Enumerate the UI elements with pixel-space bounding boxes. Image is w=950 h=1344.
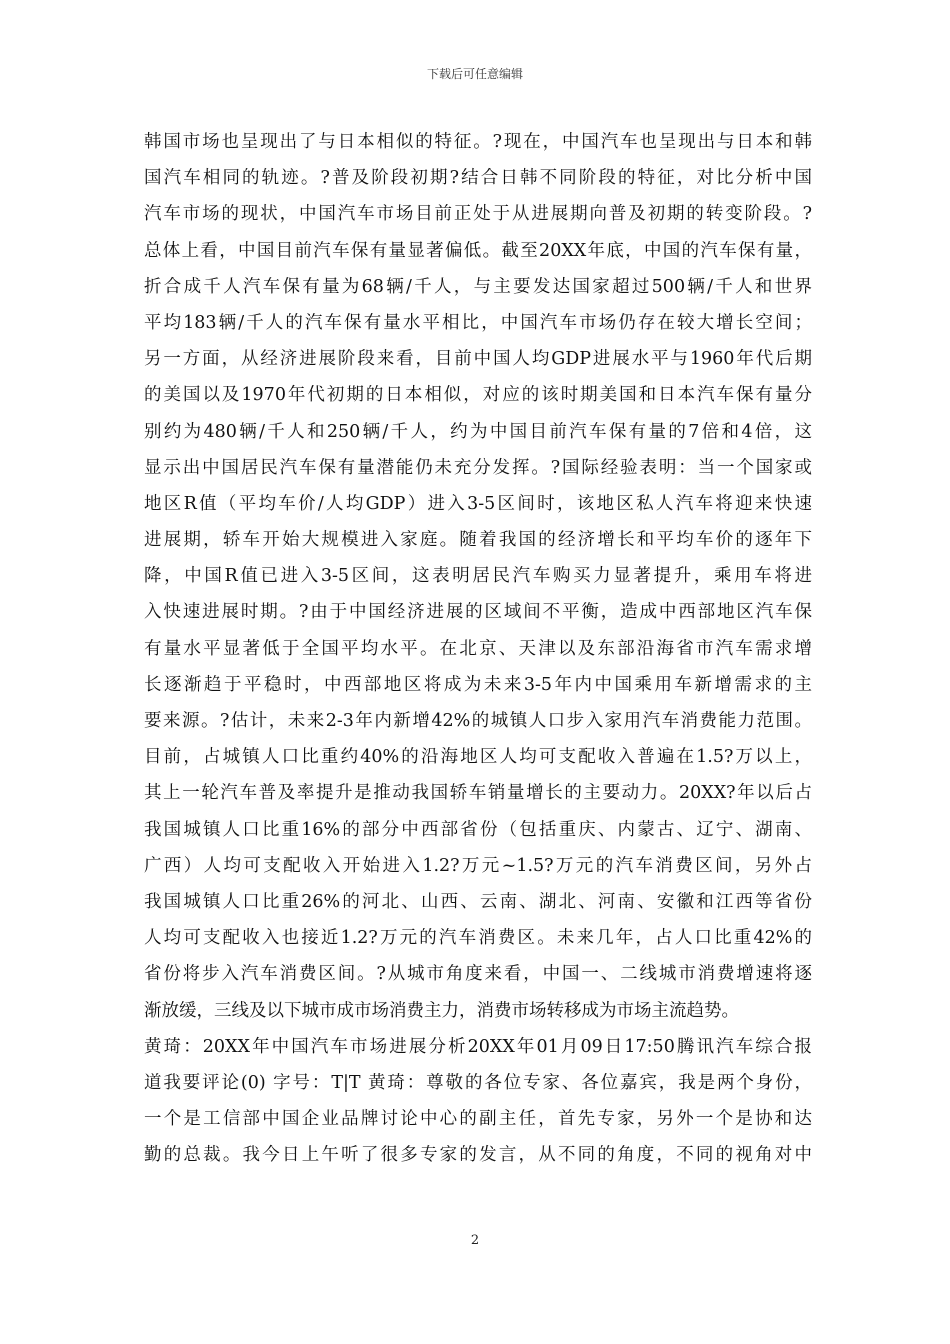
text-line: 显示出中国居民汽车保有量潜能仍未充分发挥。?国际经验表明：当一个国家或: [144, 457, 812, 478]
text-line: 进展期，轿车开始大规模进入家庭。随着我国的经济增长和平均车价的逐年下: [144, 530, 812, 551]
page-header: 下载后可任意编辑: [426, 67, 523, 81]
text-line: 另一方面，从经济进展阶段来看，目前中国人均GDP进展水平与1960年代后期: [144, 349, 812, 370]
text-line: 道我要评论(0) 字号：T|T 黄琦：尊敬的各位专家、各位嘉宾，我是两个身份，: [144, 1072, 812, 1093]
text-line: 降，中国R值已进入3-5区间，这表明居民汽车购买力显著提升，乘用车将进: [144, 566, 812, 587]
text-line: 黄琦：20XX年中国汽车市场进展分析20XX年01月09日17:50腾讯汽车综合报: [144, 1036, 812, 1057]
text-line: 省份将步入汽车消费区间。?从城市角度来看，中国一、二线城市消费增速将逐: [144, 964, 812, 985]
text-line: 汽车市场的现状，中国汽车市场目前正处于从进展期向普及初期的转变阶段。?: [144, 204, 812, 225]
text-line: 总体上看，中国目前汽车保有量显著偏低。截至20XX年底，中国的汽车保有量，: [144, 240, 812, 261]
text-line: 一个是工信部中国企业品牌讨论中心的副主任，首先专家，另外一个是协和达: [144, 1109, 812, 1130]
body-text: [144, 124, 812, 1173]
text-line: 地区R值（平均车价/人均GDP）进入3-5区间时，该地区私人汽车将迎来快速: [144, 493, 812, 514]
text-line: 广西）人均可支配收入开始进入1.2?万元~1.5?万元的汽车消费区间，另外占: [144, 855, 812, 876]
text-line: 勤的总裁。我今日上午听了很多专家的发言，从不同的角度，不同的视角对中: [144, 1145, 812, 1166]
text-line: 目前，占城镇人口比重约40%的沿海地区人均可支配收入普遍在1.5?万以上，: [144, 747, 812, 768]
text-line: 国汽车相同的轨迹。?普及阶段初期?结合日韩不同阶段的特征，对比分析中国: [144, 168, 812, 189]
text-line: 韩国市场也呈现出了与日本相似的特征。?现在，中国汽车也呈现出与日本和韩: [144, 132, 812, 152]
text-line: 折合成千人汽车保有量为68辆/千人，与主要发达国家超过500辆/千人和世界: [144, 276, 812, 297]
text-line: 别约为480辆/千人和250辆/千人，约为中国目前汽车保有量的7倍和4倍，这: [144, 421, 812, 442]
page-number: 2: [470, 1233, 480, 1248]
text-line: 渐放缓，三线及以下城市成市场消费主力，消费市场转移成为市场主流趋势。: [144, 1000, 739, 1021]
text-line: 我国城镇人口比重26%的河北、山西、云南、湖北、河南、安徽和江西等省份: [144, 891, 812, 912]
text-line: 入快速进展时期。?由于中国经济进展的区域间不平衡，造成中西部地区汽车保: [144, 602, 812, 623]
text-line: 要来源。?估计，未来2-3年内新增42%的城镇人口步入家用汽车消费能力范围。: [144, 711, 812, 731]
text-line: 我国城镇人口比重16%的部分中西部省份（包括重庆、内蒙古、辽宁、湖南、: [144, 819, 812, 840]
text-line: 的美国以及1970年代初期的日本相似，对应的该时期美国和日本汽车保有量分: [144, 385, 812, 406]
text-line: 平均183辆/千人的汽车保有量水平相比，中国汽车市场仍存在较大增长空间；: [144, 312, 812, 333]
text-line: 人均可支配收入也接近1.2?万元的汽车消费区。未来几年，占人口比重42%的: [144, 928, 812, 949]
text-line: 有量水平显著低于全国平均水平。在北京、天津以及东部沿海省市汽车需求增: [144, 638, 812, 659]
text-line: 其上一轮汽车普及率提升是推动我国轿车销量增长的主要动力。20XX?年以后占: [144, 783, 812, 804]
text-line: 长逐渐趋于平稳时，中西部地区将成为未来3-5年内中国乘用车新增需求的主: [144, 674, 812, 695]
